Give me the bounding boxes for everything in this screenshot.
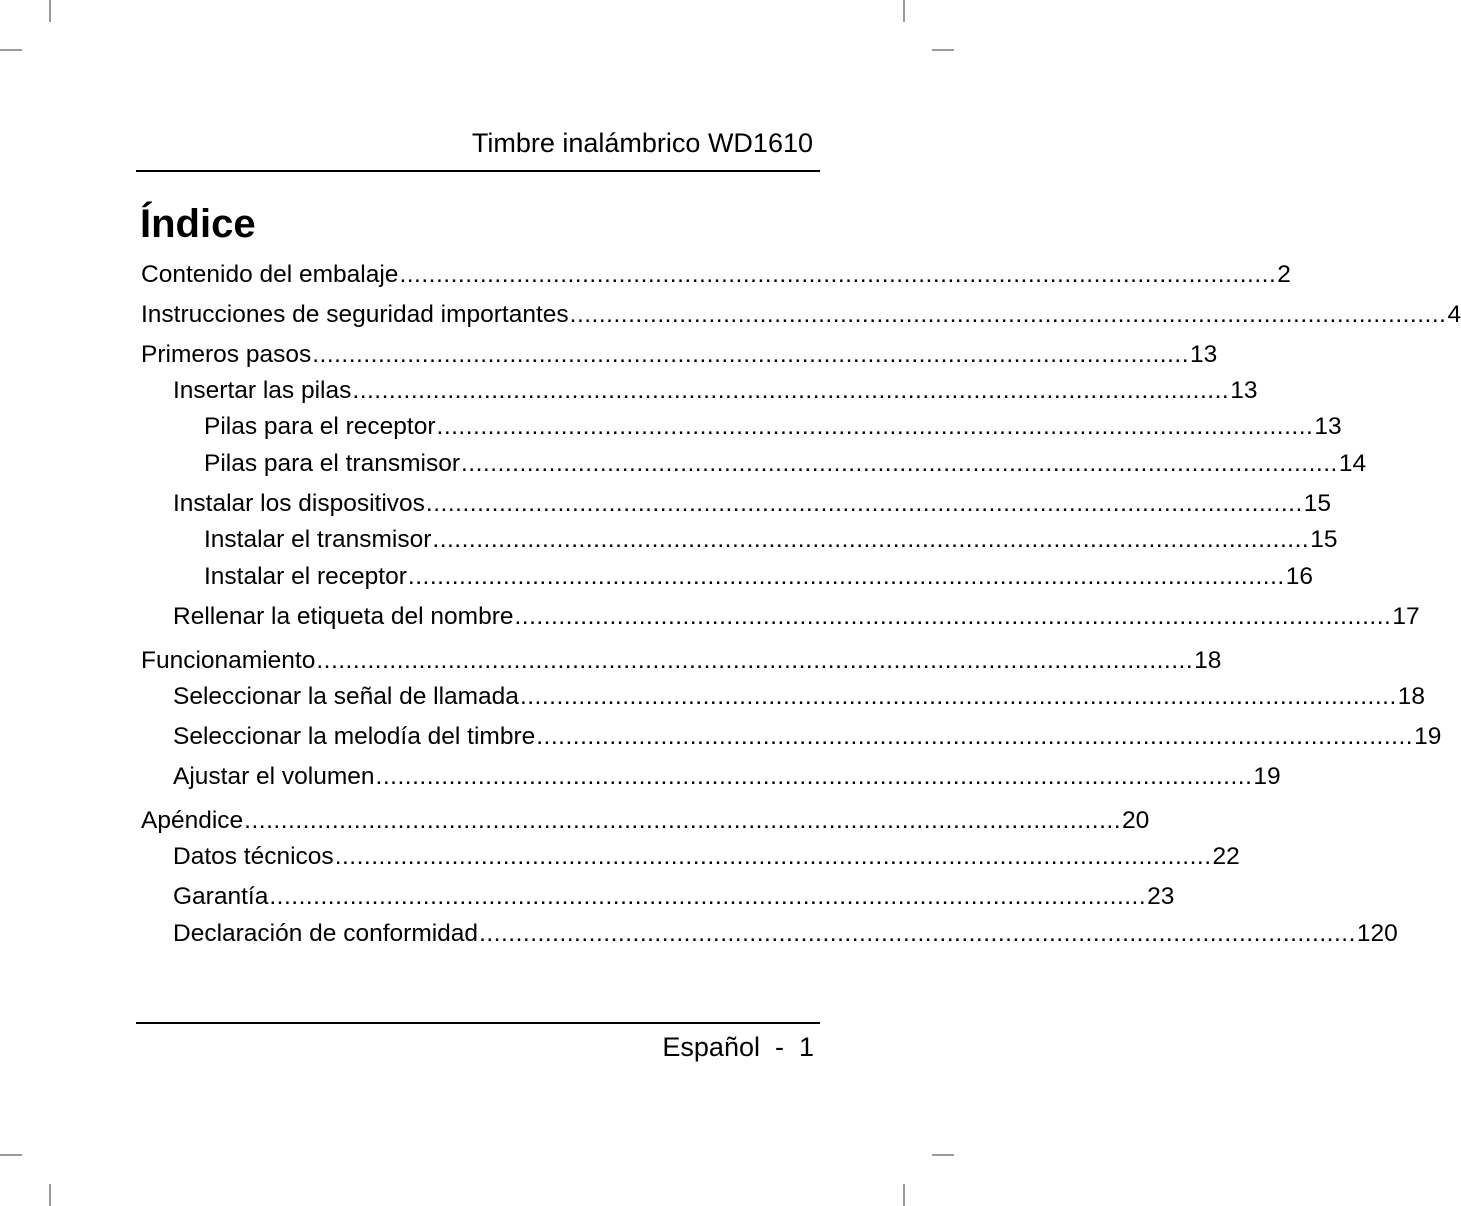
toc-entry-label: Ajustar el volumen xyxy=(173,763,375,790)
toc-leader-dots: ........................................................................................................................ xyxy=(269,883,1147,910)
toc-leader-dots: ........................................................................................................................ xyxy=(514,603,1392,630)
toc-leader-dots: ........................................................................................................................ xyxy=(399,261,1277,288)
toc-entry-label: Seleccionar la melodía del timbre xyxy=(173,723,536,750)
toc-entry-seleccionar-melodia[interactable] xyxy=(173,722,1442,752)
toc-entry-label: Pilas para el receptor xyxy=(204,413,436,440)
toc-leader-dots: ........................................................................................................................ xyxy=(432,526,1310,553)
toc-page-number: 4 xyxy=(1447,301,1461,328)
toc-entry-pilas-transmisor[interactable] xyxy=(204,449,1367,479)
toc-entry-funcionamiento[interactable] xyxy=(141,646,1222,676)
toc-entry-insertar-las-pilas[interactable] xyxy=(173,376,1258,406)
toc-page-number: 13 xyxy=(1314,413,1342,440)
toc-leader-dots: ........................................................................................................................ xyxy=(436,413,1314,440)
toc-page-number: 20 xyxy=(1122,807,1150,834)
toc-page-number: 13 xyxy=(1190,341,1218,368)
toc-page-number: 19 xyxy=(1414,723,1442,750)
toc-entry-datos-tecnicos[interactable] xyxy=(173,842,1240,872)
toc-entry-label: Datos técnicos xyxy=(173,843,334,870)
page-footer: Español - 1 xyxy=(662,1032,814,1062)
toc-entry-label: Rellenar la etiqueta del nombre xyxy=(173,603,514,630)
toc-leader-dots: ........................................................................................................................ xyxy=(407,563,1285,590)
toc-page-number: 14 xyxy=(1338,450,1367,477)
toc-leader-dots: ........................................................................................................................ xyxy=(536,723,1414,750)
toc-entry-label: Instalar el receptor xyxy=(204,563,407,590)
toc-entry-instalar-el-transmisor[interactable] xyxy=(204,525,1338,555)
toc-page-number: 15 xyxy=(1310,526,1338,553)
toc-entry-label: Instalar el transmisor xyxy=(204,526,432,553)
toc-entry-garantia[interactable] xyxy=(173,882,1175,912)
page-title: Índice xyxy=(140,202,256,246)
toc-entry-label: Seleccionar la señal de llamada xyxy=(173,683,519,710)
toc-page-number: 18 xyxy=(1397,683,1426,710)
toc-leader-dots: ........................................................................................................................ xyxy=(460,450,1338,477)
toc-page-number: 16 xyxy=(1285,563,1313,590)
toc-page-number: 13 xyxy=(1230,377,1258,404)
toc-entry-ajustar-volumen[interactable] xyxy=(173,762,1281,792)
toc-page-number: 2 xyxy=(1277,261,1291,288)
toc-entry-rellenar-etiqueta[interactable] xyxy=(173,602,1420,632)
toc-entry-label: Garantía xyxy=(173,883,269,910)
toc-page-number: 120 xyxy=(1356,920,1398,947)
toc-entry-primeros-pasos[interactable] xyxy=(141,340,1218,370)
toc-entry-declaracion-conformidad[interactable] xyxy=(173,919,1398,949)
toc-leader-dots: ........................................................................................................................ xyxy=(334,843,1212,870)
toc-page-number: 19 xyxy=(1253,763,1281,790)
toc-entry-label: Instalar los dispositivos xyxy=(173,490,425,517)
toc-entry-label: Primeros pasos xyxy=(141,341,312,368)
toc-page-number: 17 xyxy=(1392,603,1420,630)
toc-leader-dots: ........................................................................................................................ xyxy=(375,763,1253,790)
toc-entry-instalar-el-receptor[interactable] xyxy=(204,562,1313,592)
toc-leader-dots: ........................................................................................................................ xyxy=(519,683,1397,710)
toc-page-number: 15 xyxy=(1303,490,1332,517)
toc-page-number: 23 xyxy=(1147,883,1175,910)
toc-page-number: 22 xyxy=(1212,843,1240,870)
toc-entry-instalar-los-dispositivos[interactable] xyxy=(173,489,1332,519)
toc-entry-label: Funcionamiento xyxy=(141,647,316,674)
toc-leader-dots: ........................................................................................................................ xyxy=(352,377,1230,404)
toc-entry-label: Pilas para el transmisor xyxy=(204,450,460,477)
footer-rule xyxy=(136,1022,820,1024)
toc-entry-label: Contenido del embalaje xyxy=(141,261,399,288)
toc-leader-dots: ........................................................................................................................ xyxy=(479,920,1356,947)
toc-entry-label: Insertar las pilas xyxy=(173,377,352,404)
toc-entry-label: Instrucciones de seguridad importantes xyxy=(141,301,569,328)
toc-entry-label: Declaración de conformidad xyxy=(173,920,479,947)
toc-leader-dots: ........................................................................................................................ xyxy=(569,301,1447,328)
toc-leader-dots: ........................................................................................................................ xyxy=(244,807,1121,834)
toc-entry-instrucciones-de-seguridad[interactable] xyxy=(141,300,1461,330)
toc-entry-label: Apéndice xyxy=(141,807,244,834)
toc-leader-dots: ........................................................................................................................ xyxy=(312,341,1190,368)
toc-entry-apendice[interactable] xyxy=(141,806,1150,836)
toc-entry-seleccionar-senal[interactable] xyxy=(173,682,1426,712)
toc-entry-contenido-del-embalaje[interactable] xyxy=(141,260,1291,290)
toc-leader-dots: ........................................................................................................................ xyxy=(316,647,1194,674)
toc-page-number: 18 xyxy=(1194,647,1222,674)
running-header: Timbre inalámbrico WD1610 xyxy=(471,128,813,158)
toc-entry-pilas-receptor[interactable] xyxy=(204,412,1342,442)
toc-leader-dots: ........................................................................................................................ xyxy=(425,490,1303,517)
